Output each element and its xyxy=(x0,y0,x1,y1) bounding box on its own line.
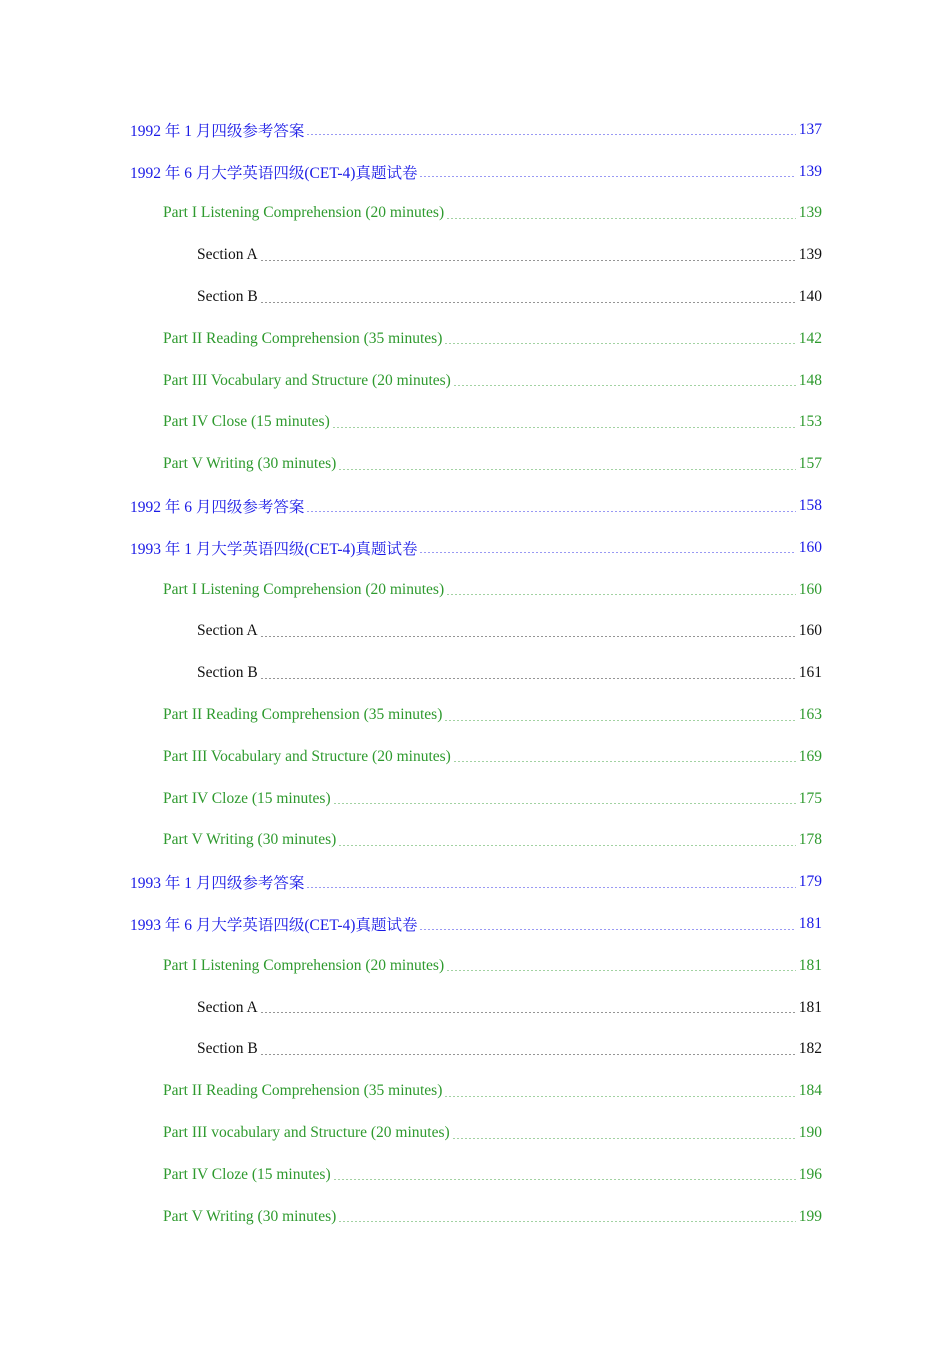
toc-entry-level-2[interactable] xyxy=(0,193,952,235)
toc-entry-page-number: 139 xyxy=(798,162,822,180)
toc-entry-title: Part II Reading Comprehension (35 minutes) xyxy=(163,329,443,347)
toc-entry-page-number: 137 xyxy=(798,120,822,138)
toc-entry-title: Section A xyxy=(197,246,258,264)
toc-entry-level-1[interactable] xyxy=(0,861,952,903)
dot-leader xyxy=(453,761,796,762)
toc-entry-title: Part III vocabulary and Structure (20 minutes) xyxy=(163,1124,450,1142)
toc-entry-title: Section B xyxy=(197,1040,258,1058)
toc-entry-title: 1992 年 6 月四级参考答案 xyxy=(130,499,305,517)
toc-entry-page-number: 181 xyxy=(798,956,822,974)
toc-entry-title: 1992 年 6 月大学英语四级(CET-4)真题试卷 xyxy=(130,164,418,182)
toc-entry-page-number: 196 xyxy=(798,1165,822,1183)
toc-entry-level-3[interactable] xyxy=(0,611,952,653)
toc-entry-page-number: 178 xyxy=(798,831,822,849)
dot-leader xyxy=(444,720,795,721)
toc-entry-title: Part III Vocabulary and Structure (20 minutes) xyxy=(163,371,451,389)
toc-entry-level-1[interactable] xyxy=(0,109,952,151)
dot-leader xyxy=(453,385,796,386)
toc-entry-title: Part IV Cloze (15 minutes) xyxy=(163,789,331,807)
dot-leader xyxy=(260,1012,796,1013)
toc-entry-level-2[interactable] xyxy=(0,736,952,778)
toc-entry-level-1[interactable] xyxy=(0,151,952,193)
toc-entry-level-2[interactable] xyxy=(0,1070,952,1112)
toc-entry-level-2[interactable] xyxy=(0,443,952,485)
dot-leader xyxy=(444,343,795,344)
dot-leader xyxy=(338,1221,795,1222)
toc-entry-page-number: 160 xyxy=(798,580,822,598)
toc-entry-level-2[interactable] xyxy=(0,945,952,987)
toc-entry-page-number: 139 xyxy=(798,204,822,222)
toc-entry-page-number: 140 xyxy=(798,288,822,306)
toc-entry-page-number: 184 xyxy=(798,1082,822,1100)
dot-leader xyxy=(332,427,796,428)
toc-entry-title: 1992 年 1 月四级参考答案 xyxy=(130,122,305,140)
toc-entry-title: Part II Reading Comprehension (35 minutes) xyxy=(163,706,443,724)
toc-entry-level-3[interactable] xyxy=(0,276,952,318)
toc-entry-title: 1993 年 6 月大学英语四级(CET-4)真题试卷 xyxy=(130,917,418,935)
dot-leader xyxy=(333,1179,796,1180)
toc-entry-page-number: 181 xyxy=(798,998,822,1016)
toc-entry-title: Part V Writing (30 minutes) xyxy=(163,831,337,849)
toc-entry-title: 1993 年 1 月大学英语四级(CET-4)真题试卷 xyxy=(130,540,418,558)
toc-entry-level-2[interactable] xyxy=(0,820,952,862)
toc-entry-title: Part V Writing (30 minutes) xyxy=(163,1207,337,1225)
toc-entry-page-number: 163 xyxy=(798,706,822,724)
toc-entry-level-2[interactable] xyxy=(0,778,952,820)
toc-entry-level-2[interactable] xyxy=(0,402,952,444)
table-of-contents xyxy=(0,109,952,1238)
toc-entry-title: Part I Listening Comprehension (20 minutes) xyxy=(163,956,445,974)
toc-entry-level-3[interactable] xyxy=(0,234,952,276)
dot-leader xyxy=(446,594,796,595)
toc-entry-page-number: 179 xyxy=(798,873,822,891)
dot-leader xyxy=(446,218,796,219)
dot-leader xyxy=(260,260,796,261)
toc-entry-level-2[interactable] xyxy=(0,1154,952,1196)
toc-entry-title: Section A xyxy=(197,622,258,640)
dot-leader xyxy=(306,511,795,512)
dot-leader xyxy=(260,1054,796,1055)
dot-leader xyxy=(419,929,795,930)
toc-entry-page-number: 161 xyxy=(798,664,822,682)
toc-entry-title: Part IV Close (15 minutes) xyxy=(163,413,330,431)
toc-entry-page-number: 148 xyxy=(798,371,822,389)
toc-entry-page-number: 153 xyxy=(798,413,822,431)
toc-entry-level-2[interactable] xyxy=(0,318,952,360)
toc-entry-level-2[interactable] xyxy=(0,694,952,736)
toc-entry-title: 1993 年 1 月四级参考答案 xyxy=(130,875,305,893)
toc-entry-page-number: 157 xyxy=(798,455,822,473)
toc-entry-title: Part I Listening Comprehension (20 minutes) xyxy=(163,204,445,222)
toc-entry-page-number: 160 xyxy=(798,538,822,556)
dot-leader xyxy=(260,636,796,637)
toc-entry-level-3[interactable] xyxy=(0,652,952,694)
dot-leader xyxy=(260,302,796,303)
toc-entry-page-number: 160 xyxy=(798,622,822,640)
toc-entry-level-1[interactable] xyxy=(0,485,952,527)
toc-entry-page-number: 190 xyxy=(798,1124,822,1142)
toc-entry-page-number: 169 xyxy=(798,747,822,765)
dot-leader xyxy=(446,970,796,971)
dot-leader xyxy=(260,678,796,679)
toc-entry-page-number: 158 xyxy=(798,497,822,515)
toc-entry-page-number: 182 xyxy=(798,1040,822,1058)
toc-entry-level-2[interactable] xyxy=(0,360,952,402)
toc-entry-page-number: 142 xyxy=(798,329,822,347)
toc-entry-page-number: 181 xyxy=(798,915,822,933)
dot-leader xyxy=(452,1138,796,1139)
toc-entry-page-number: 139 xyxy=(798,246,822,264)
toc-entry-page-number: 199 xyxy=(798,1207,822,1225)
dot-leader xyxy=(338,845,795,846)
toc-entry-level-3[interactable] xyxy=(0,1029,952,1071)
toc-entry-title: Part II Reading Comprehension (35 minutes) xyxy=(163,1082,443,1100)
toc-entry-level-1[interactable] xyxy=(0,903,952,945)
dot-leader xyxy=(419,552,795,553)
toc-entry-level-3[interactable] xyxy=(0,987,952,1029)
toc-entry-title: Section B xyxy=(197,288,258,306)
toc-entry-level-2[interactable] xyxy=(0,569,952,611)
toc-entry-title: Part IV Cloze (15 minutes) xyxy=(163,1165,331,1183)
dot-leader xyxy=(338,469,795,470)
toc-entry-title: Part V Writing (30 minutes) xyxy=(163,455,337,473)
toc-entry-level-1[interactable] xyxy=(0,527,952,569)
dot-leader xyxy=(444,1096,795,1097)
dot-leader xyxy=(419,176,795,177)
toc-entry-level-2[interactable] xyxy=(0,1112,952,1154)
toc-entry-title: Section A xyxy=(197,998,258,1016)
toc-entry-title: Part III Vocabulary and Structure (20 minutes) xyxy=(163,747,451,765)
toc-entry-title: Part I Listening Comprehension (20 minutes) xyxy=(163,580,445,598)
toc-entry-page-number: 175 xyxy=(798,789,822,807)
toc-entry-title: Section B xyxy=(197,664,258,682)
dot-leader xyxy=(306,134,795,135)
toc-entry-level-2[interactable] xyxy=(0,1196,952,1238)
dot-leader xyxy=(306,887,795,888)
dot-leader xyxy=(333,803,796,804)
